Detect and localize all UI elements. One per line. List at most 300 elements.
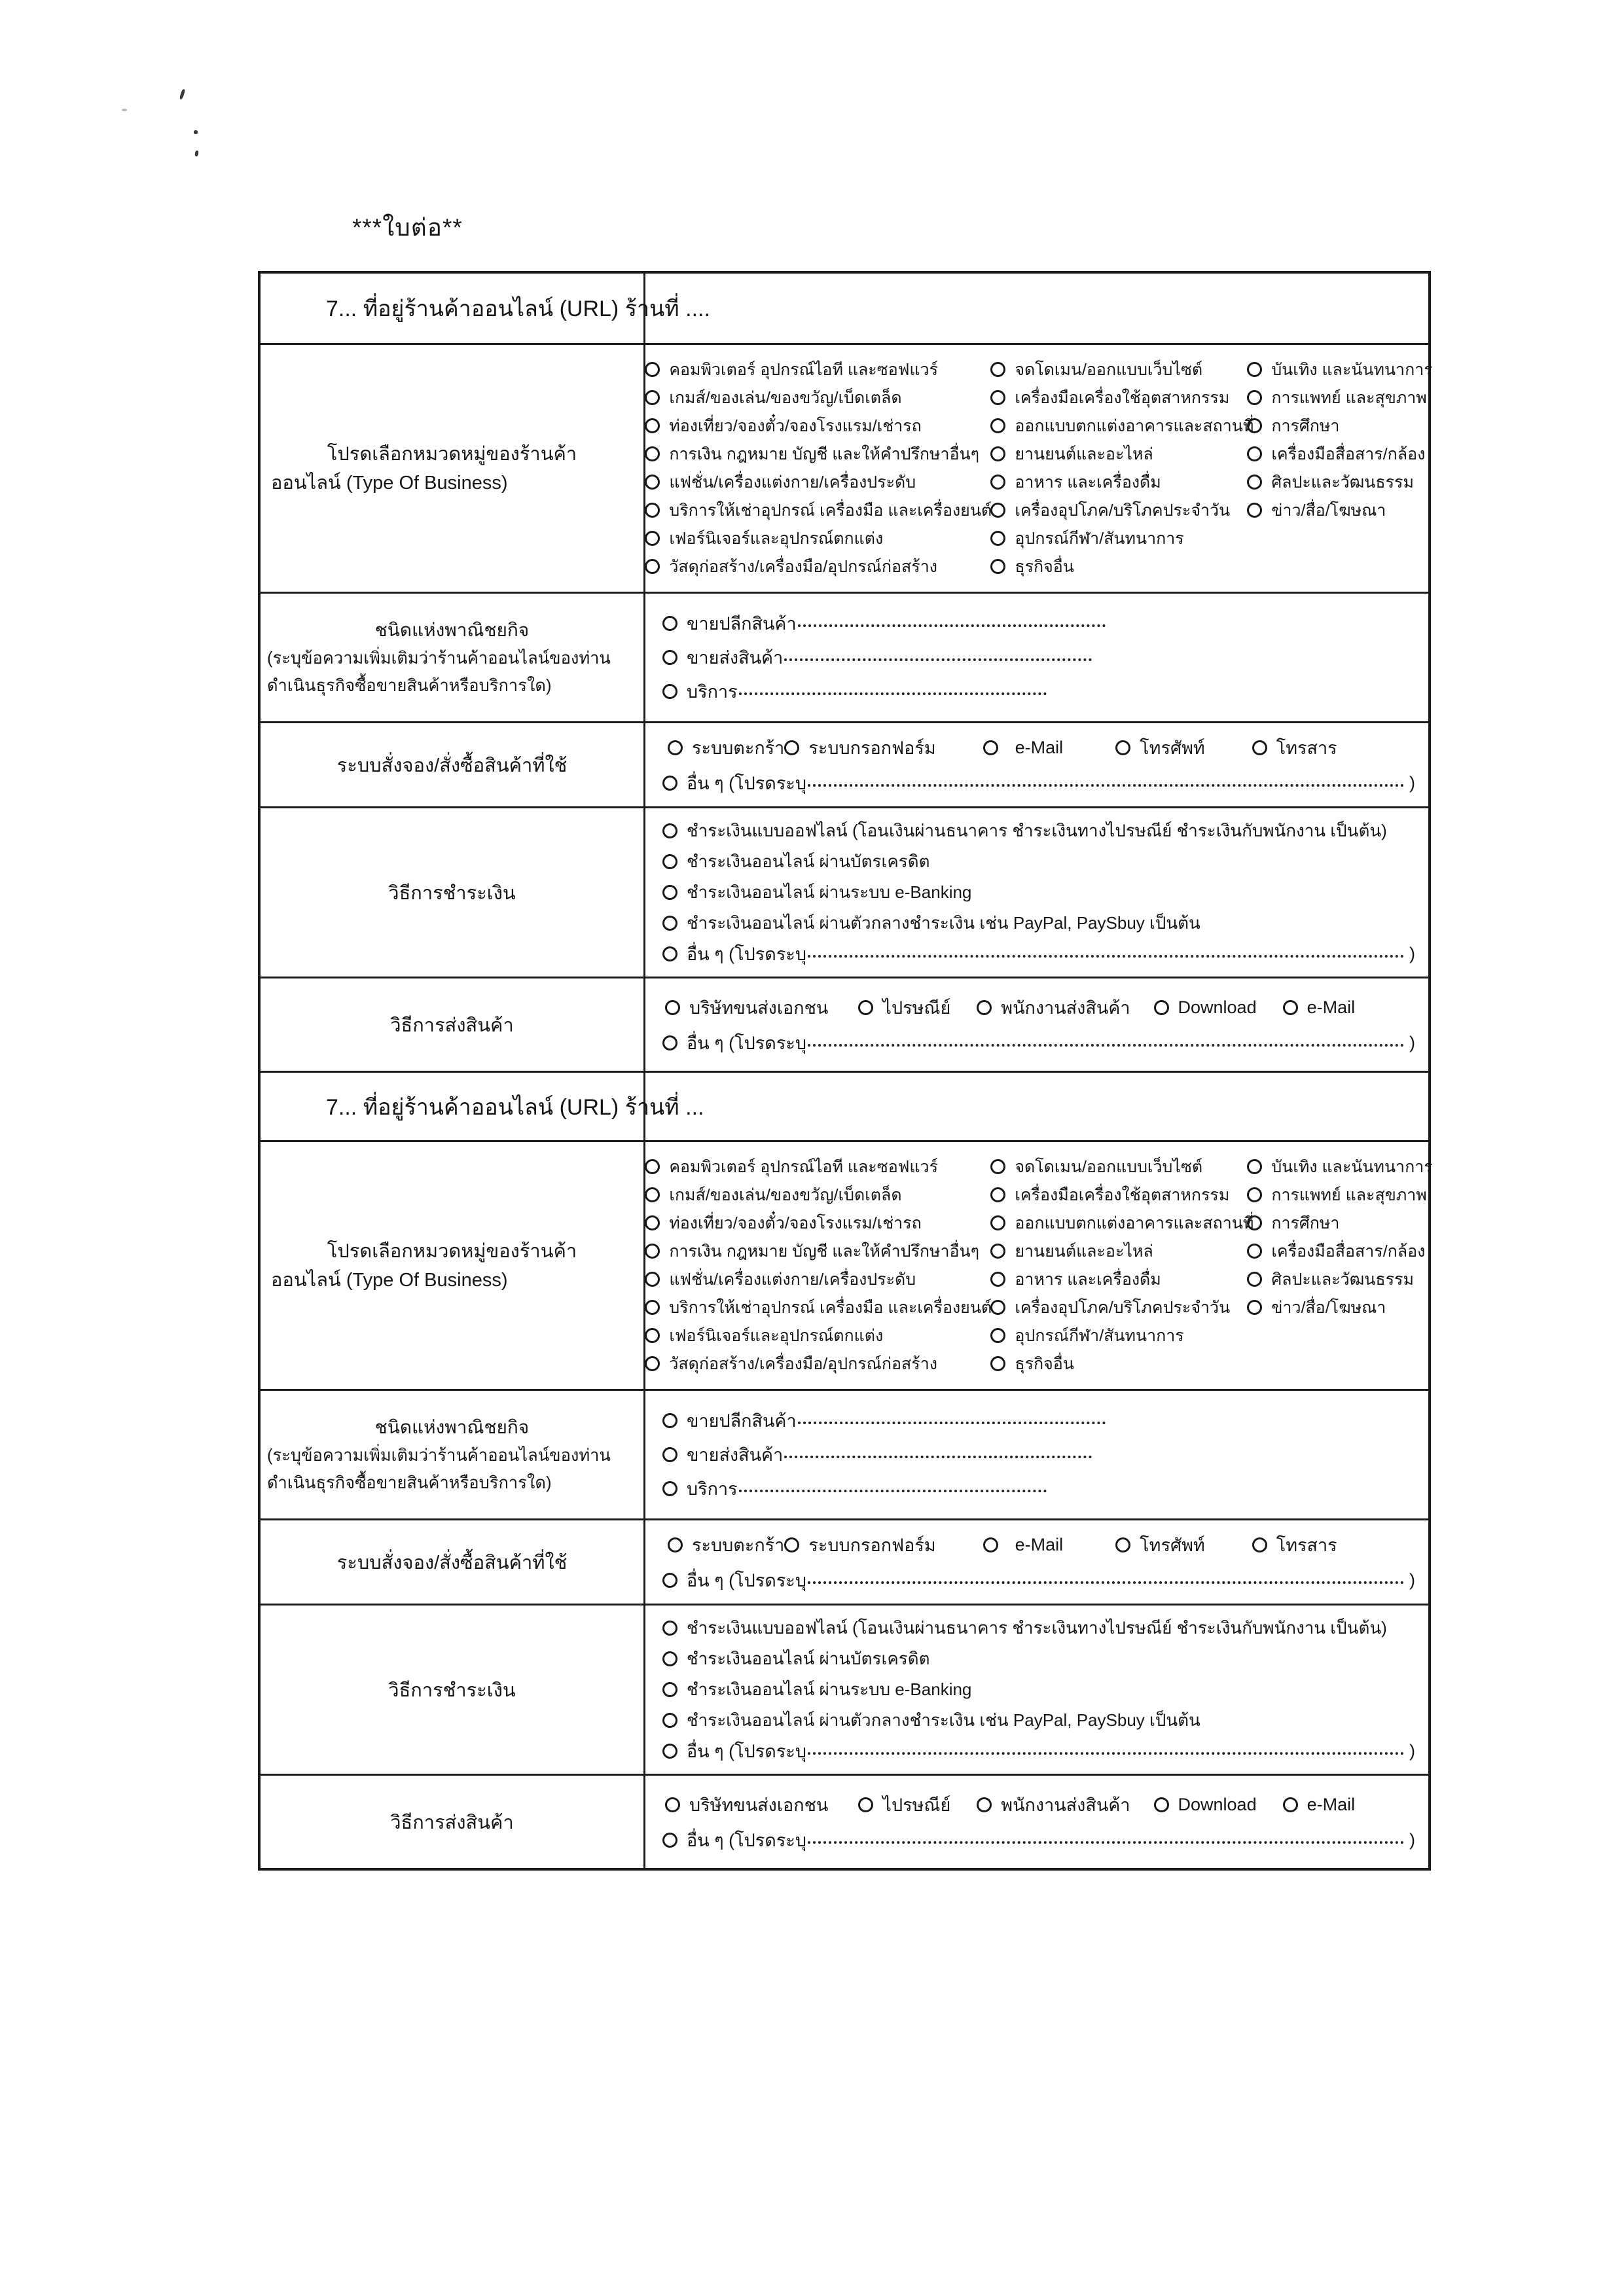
category-option-label: ศิลปะและวัฒนธรรม: [1271, 1270, 1414, 1289]
radio-icon: [983, 1537, 998, 1552]
other-option-label: อื่น ๆ (โปรดระบุ: [687, 1742, 806, 1761]
radio-icon: [990, 390, 1005, 405]
form-table: [258, 271, 1431, 1871]
category-option-label: บริการให้เช่าอุปกรณ์ เครื่องมือ และเครื่องยนต์: [669, 1298, 992, 1317]
radio-icon: [1115, 1537, 1130, 1552]
radio-icon: [990, 446, 1005, 461]
order-system-option-label: ระบบกรอกฟอร์ม: [808, 738, 936, 758]
category-option-label: คอมพิวเตอร์ อุปกรณ์ไอที และซอฟแวร์: [669, 1157, 938, 1176]
shipping-option-label: ไปรษณีย์: [882, 1795, 951, 1815]
order-system-option-label: โทรศัพท์: [1140, 738, 1205, 758]
category-option: [645, 1350, 990, 1378]
closing-paren: ): [1409, 1830, 1415, 1850]
row-order-system: [261, 721, 1428, 806]
radio-icon: [1247, 1159, 1262, 1174]
radio-icon: [1247, 418, 1262, 433]
radio-icon: [662, 1833, 677, 1848]
category-option-label: เกมส์/ของเล่น/ของขวัญ/เบ็ดเตล็ด: [669, 388, 902, 407]
category-option: [990, 1265, 1247, 1293]
category-option: [645, 1209, 990, 1237]
radio-icon: [668, 1537, 683, 1552]
radio-icon: [645, 1187, 660, 1202]
order-system-options-area: [645, 1520, 1428, 1604]
shipping-option: [1154, 1795, 1257, 1815]
category-option-label: เกมส์/ของเล่น/ของขวัญ/เบ็ดเตล็ด: [669, 1185, 902, 1204]
radio-icon: [662, 684, 677, 699]
category-option: [1247, 1265, 1432, 1293]
category-option: [645, 496, 990, 524]
category-option-label: ธุรกิจอื่น: [1015, 1354, 1074, 1373]
category-option: [1247, 440, 1432, 468]
category-option: [990, 1237, 1247, 1265]
category-option-label: เฟอร์นิเจอร์และอุปกรณ์ตกแต่ง: [669, 529, 884, 548]
category-column-1: [645, 355, 990, 581]
commerce-kind-options: [645, 1391, 1428, 1518]
category-option-label: ข่าว/สื่อ/โฆษณา: [1271, 1298, 1386, 1317]
order-system-option: [668, 734, 784, 762]
scan-artifact: [194, 151, 198, 157]
radio-icon: [645, 531, 660, 546]
radio-icon: [1154, 1797, 1169, 1812]
shipping-options: [662, 1787, 1415, 1823]
row-business-type: [261, 343, 1433, 592]
category-option-label: แฟชั่น/เครื่องแต่งกาย/เครื่องประดับ: [669, 473, 916, 492]
category-option-label: การแพทย์ และสุขภาพ: [1271, 388, 1427, 407]
category-option: [990, 1321, 1247, 1350]
category-option-label: เฟอร์นิเจอร์และอุปกรณ์ตกแต่ง: [669, 1326, 884, 1345]
category-option-label: อาหาร และเครื่องดื่ม: [1015, 1270, 1161, 1289]
commerce-kind-options: [645, 594, 1428, 721]
shipping-options-area: [645, 1776, 1428, 1868]
radio-icon: [662, 776, 677, 791]
radio-icon: [858, 1797, 873, 1812]
radio-icon: [662, 885, 677, 900]
commerce-kind-option: [662, 675, 1415, 709]
radio-icon: [645, 390, 660, 405]
radio-icon: [784, 1537, 799, 1552]
commerce-kind-label: [261, 1391, 645, 1518]
category-option-label: การเงิน กฎหมาย บัญชี และให้คำปรึกษาอื่นๆ: [669, 444, 980, 463]
category-option: [990, 1153, 1247, 1181]
closing-paren: ): [1409, 1570, 1415, 1590]
category-option-label: เครื่องอุปโภค/บริโภคประจำวัน: [1015, 501, 1231, 520]
order-system-label: ระบบสั่งจอง/สั่งซื้อสินค้าที่ใช้: [261, 723, 645, 806]
payment-options-area: [645, 1605, 1428, 1774]
shipping-option: [1283, 997, 1356, 1018]
category-option: [645, 1153, 990, 1181]
radio-icon: [662, 1573, 677, 1588]
shipping-option-label: บริษัทขนส่งเอกชน: [689, 1795, 829, 1815]
radio-icon: [665, 1000, 680, 1015]
commerce-kind-note-line1: (ระบุข้อความเพิ่มเติมว่าร้านค้าออนไลน์ของท่าน: [267, 1446, 611, 1465]
dotted-fill-line: [808, 944, 1404, 958]
category-option: [645, 355, 990, 384]
radio-icon: [645, 475, 660, 490]
row-url-address: [261, 1071, 1428, 1140]
url-answer-area: [645, 1073, 1428, 1140]
radio-icon: [858, 1000, 873, 1015]
category-option: [1247, 468, 1432, 496]
category-option-label: อาหาร และเครื่องดื่ม: [1015, 473, 1161, 492]
category-option: [1247, 1237, 1432, 1265]
category-option-label: วัสดุก่อสร้าง/เครื่องมือ/อุปกรณ์ก่อสร้าง: [669, 557, 937, 576]
category-option: [1247, 1209, 1432, 1237]
closing-paren: ): [1409, 1741, 1415, 1761]
order-system-label: ระบบสั่งจอง/สั่งซื้อสินค้าที่ใช้: [261, 1520, 645, 1604]
category-option: [645, 1293, 990, 1321]
radio-icon: [645, 1300, 660, 1315]
order-system-option: [784, 1531, 935, 1559]
business-type-label-line2: ออนไลน์ (Type Of Business): [271, 1269, 508, 1291]
commerce-kind-option-label: บริการ: [687, 682, 738, 702]
radio-icon: [662, 1682, 677, 1697]
radio-icon: [662, 854, 677, 869]
row-url-address: [261, 274, 1428, 343]
order-system-options: [662, 1527, 1415, 1564]
radio-icon: [1154, 1000, 1169, 1015]
category-column-3: [1247, 355, 1432, 524]
shipping-option: [858, 1791, 950, 1819]
radio-icon: [990, 503, 1005, 518]
radio-icon: [1115, 740, 1130, 755]
category-column-3: [1247, 1153, 1432, 1321]
other-option-label: อื่น ๆ (โปรดระบุ: [687, 1831, 806, 1850]
category-option-label: ธุรกิจอื่น: [1015, 557, 1074, 576]
radio-icon: [662, 823, 677, 838]
business-type-label: [261, 1142, 645, 1389]
radio-icon: [1283, 1000, 1298, 1015]
category-option-label: บริการให้เช่าอุปกรณ์ เครื่องมือ และเครื่องยนต์: [669, 501, 992, 520]
radio-icon: [1247, 503, 1262, 518]
category-option-label: อุปกรณ์กีฬา/สันทนาการ: [1015, 1326, 1184, 1345]
category-option: [645, 1181, 990, 1209]
radio-icon: [1252, 1537, 1267, 1552]
radio-icon: [977, 1000, 992, 1015]
order-system-option: [983, 738, 1064, 758]
other-option-label: อื่น ๆ (โปรดระบุ: [687, 774, 806, 793]
category-option-label: จดโดเมน/ออกแบบเว็บไซต์: [1015, 1157, 1203, 1176]
other-option-label: อื่น ๆ (โปรดระบุ: [687, 1571, 806, 1590]
commerce-kind-title: ชนิดแห่งพาณิชยกิจ: [374, 1416, 530, 1437]
category-option: [990, 412, 1254, 440]
category-option-label: การศึกษา: [1271, 416, 1340, 435]
category-option: [1247, 412, 1432, 440]
commerce-kind-option-label: บริการ: [687, 1479, 738, 1499]
commerce-kind-note-line1: (ระบุข้อความเพิ่มเติมว่าร้านค้าออนไลน์ของท่าน: [267, 649, 611, 668]
shipping-options: [662, 990, 1415, 1026]
other-option-label: อื่น ๆ (โปรดระบุ: [687, 1033, 806, 1053]
radio-icon: [1247, 1215, 1262, 1230]
business-category-grid: [645, 1142, 1433, 1389]
commerce-kind-option: [662, 607, 1415, 641]
category-option-label: เครื่องมือเครื่องใช้อุตสาหกรรม: [1015, 388, 1230, 407]
category-option-label: การแพทย์ และสุขภาพ: [1271, 1185, 1427, 1204]
radio-icon: [1247, 475, 1262, 490]
category-option: [1247, 384, 1432, 412]
commerce-kind-option: [662, 1404, 1415, 1438]
commerce-kind-option-label: ขายปลีกสินค้า: [687, 1411, 797, 1431]
radio-icon: [983, 740, 998, 755]
dotted-fill-line: [784, 1445, 1092, 1458]
shipping-option-label: พนักงานส่งสินค้า: [1001, 1795, 1130, 1815]
category-column-1: [645, 1153, 990, 1378]
radio-icon: [662, 1447, 677, 1462]
shipping-method-label: วิธีการส่งสินค้า: [261, 1776, 645, 1868]
dotted-fill-line: [739, 1479, 1047, 1492]
category-option-label: บันเทิง และนันทนาการ: [1271, 360, 1433, 379]
dotted-fill-line: [798, 614, 1106, 627]
closing-paren: ): [1409, 773, 1415, 793]
category-option-label: ออกแบบตกแต่งอาคารและสถานที่: [1015, 416, 1254, 435]
category-option-label: แฟชั่น/เครื่องแต่งกาย/เครื่องประดับ: [669, 1270, 916, 1289]
order-system-option: [1115, 734, 1205, 762]
radio-icon: [645, 362, 660, 377]
category-option: [645, 1321, 990, 1350]
scan-artifact: [122, 109, 127, 111]
url-row-label: 7... ที่อยู่ร้านค้าออนไลน์ (URL) ร้านที่ ....: [261, 274, 645, 343]
radio-icon: [645, 446, 660, 461]
category-option: [990, 1209, 1254, 1237]
commerce-kind-option: [662, 641, 1415, 675]
category-option: [990, 440, 1247, 468]
commerce-kind-note-line2: ดำเนินธุรกิจซื้อขายสินค้าหรือบริการใด): [267, 1473, 552, 1492]
order-system-option-label: ระบบตะกร้า: [692, 738, 785, 758]
category-option-label: วัสดุก่อสร้าง/เครื่องมือ/อุปกรณ์ก่อสร้าง: [669, 1354, 937, 1373]
order-system-option-label: โทรสาร: [1276, 1535, 1337, 1555]
business-category-grid: [645, 345, 1433, 592]
row-payment-method: [261, 1604, 1428, 1774]
payment-option: [662, 816, 1415, 846]
category-option: [990, 355, 1247, 384]
order-system-option: [668, 1531, 784, 1559]
dotted-fill-line: [798, 1411, 1106, 1424]
category-option-label: ท่องเที่ยว/จองตั๋ว/จองโรงแรม/เช่ารถ: [669, 416, 922, 435]
payment-option-label: ชำระเงินออนไลน์ ผ่านบัตรเครดิต: [687, 1649, 930, 1668]
category-option: [645, 412, 990, 440]
radio-icon: [990, 559, 1005, 574]
category-option: [645, 1237, 990, 1265]
dotted-fill-line: [808, 1742, 1404, 1755]
url-row-label: 7... ที่อยู่ร้านค้าออนไลน์ (URL) ร้านที่ ...: [261, 1073, 645, 1140]
other-option-line: [662, 1564, 1415, 1598]
radio-icon: [662, 916, 677, 931]
radio-icon: [1247, 1244, 1262, 1259]
shipping-option-label: e-Mail: [1307, 997, 1356, 1017]
radio-icon: [662, 946, 677, 961]
shipping-option-label: ไปรษณีย์: [882, 998, 951, 1018]
radio-icon: [662, 1481, 677, 1496]
url-answer-area: [645, 274, 1428, 343]
other-option-label: อื่น ๆ (โปรดระบุ: [687, 944, 806, 964]
scan-artifact: [179, 89, 186, 100]
category-option: [990, 468, 1247, 496]
category-option-label: ท่องเที่ยว/จองตั๋ว/จองโรงแรม/เช่ารถ: [669, 1213, 922, 1232]
payment-option: [662, 1674, 1415, 1705]
order-system-option: [1252, 734, 1337, 762]
category-option: [990, 1181, 1247, 1209]
category-option: [1247, 1181, 1432, 1209]
payment-option-label: ชำระเงินแบบออฟไลน์ (โอนเงินผ่านธนาคาร ชำระเงินทางไปรษณีย์ ชำระเงินกับพนักงาน เป็นต้น): [687, 1618, 1387, 1638]
radio-icon: [662, 1651, 677, 1666]
radio-icon: [645, 1272, 660, 1287]
continuation-sheet-mark: ***ใบต่อ**: [352, 214, 463, 241]
other-option-line: [662, 766, 1415, 800]
commerce-kind-option: [662, 1472, 1415, 1506]
commerce-kind-option-label: ขายส่งสินค้า: [687, 648, 784, 668]
category-option: [990, 524, 1247, 552]
category-option-label: เครื่องมือเครื่องใช้อุตสาหกรรม: [1015, 1185, 1230, 1204]
shipping-option-label: บริษัทขนส่งเอกชน: [689, 998, 829, 1018]
shipping-option-label: พนักงานส่งสินค้า: [1001, 998, 1130, 1018]
category-option-label: เครื่องมือสื่อสาร/กล้อง: [1271, 444, 1426, 463]
radio-icon: [645, 1328, 660, 1343]
radio-icon: [1247, 362, 1262, 377]
dotted-fill-line: [784, 648, 1092, 661]
shipping-option: [858, 994, 950, 1022]
radio-icon: [990, 1244, 1005, 1259]
category-option-label: ข่าว/สื่อ/โฆษณา: [1271, 501, 1386, 520]
other-option-line: [662, 1026, 1415, 1060]
order-system-option-label: e-Mail: [1015, 738, 1064, 757]
shipping-option: [977, 994, 1130, 1022]
order-system-option-label: ระบบกรอกฟอร์ม: [808, 1535, 936, 1555]
category-option-label: เครื่องมือสื่อสาร/กล้อง: [1271, 1242, 1426, 1261]
radio-icon: [662, 650, 677, 665]
row-commerce-kind: [261, 592, 1428, 721]
row-shipping-method: [261, 1774, 1428, 1868]
scan-artifact: [194, 130, 198, 134]
order-system-options: [662, 730, 1415, 766]
radio-icon: [990, 475, 1005, 490]
business-type-label: [261, 345, 645, 592]
payment-option-label: ชำระเงินออนไลน์ ผ่านระบบ e-Banking: [687, 1679, 972, 1699]
commerce-kind-option-label: ขายส่งสินค้า: [687, 1445, 784, 1465]
shipping-options-area: [645, 978, 1428, 1071]
payment-options: [662, 816, 1415, 939]
radio-icon: [1247, 1300, 1262, 1315]
dotted-fill-line: [808, 1831, 1404, 1844]
payment-options-area: [645, 808, 1428, 977]
radio-icon: [990, 1215, 1005, 1230]
order-system-option: [983, 1535, 1064, 1555]
commerce-kind-option: [662, 1438, 1415, 1472]
payment-options: [662, 1613, 1415, 1736]
shipping-option: [977, 1791, 1130, 1819]
category-option-label: ศิลปะและวัฒนธรรม: [1271, 473, 1414, 492]
business-type-label-line1: โปรดเลือกหมวดหมู่ของร้านค้า: [327, 443, 577, 465]
row-payment-method: [261, 806, 1428, 977]
radio-icon: [662, 1713, 677, 1728]
radio-icon: [990, 531, 1005, 546]
payment-option-label: ชำระเงินออนไลน์ ผ่านบัตรเครดิต: [687, 852, 930, 871]
category-option: [990, 496, 1247, 524]
order-system-options-area: [645, 723, 1428, 806]
category-option: [645, 468, 990, 496]
category-option: [990, 552, 1247, 581]
dotted-fill-line: [808, 1033, 1404, 1047]
order-system-option-label: โทรสาร: [1276, 738, 1337, 758]
order-system-option-label: โทรศัพท์: [1140, 1535, 1205, 1555]
radio-icon: [645, 1356, 660, 1371]
category-option-label: คอมพิวเตอร์ อุปกรณ์ไอที และซอฟแวร์: [669, 360, 938, 379]
radio-icon: [990, 362, 1005, 377]
category-option: [990, 1350, 1247, 1378]
dotted-fill-line: [808, 774, 1404, 787]
radio-icon: [1247, 1187, 1262, 1202]
business-type-label-line2: ออนไลน์ (Type Of Business): [271, 472, 508, 493]
category-option-label: การเงิน กฎหมาย บัญชี และให้คำปรึกษาอื่นๆ: [669, 1242, 980, 1261]
payment-option-label: ชำระเงินออนไลน์ ผ่านระบบ e-Banking: [687, 882, 972, 902]
radio-icon: [645, 1159, 660, 1174]
shipping-option: [1283, 1795, 1356, 1815]
payment-option: [662, 1705, 1415, 1736]
payment-option: [662, 1643, 1415, 1674]
radio-icon: [1247, 390, 1262, 405]
category-option: [645, 440, 990, 468]
row-order-system: [261, 1518, 1428, 1604]
radio-icon: [662, 1744, 677, 1759]
radio-icon: [784, 740, 799, 755]
radio-icon: [645, 503, 660, 518]
radio-icon: [990, 1356, 1005, 1371]
category-option-label: จดโดเมน/ออกแบบเว็บไซต์: [1015, 360, 1203, 379]
order-system-option: [1252, 1531, 1337, 1559]
radio-icon: [665, 1797, 680, 1812]
radio-icon: [990, 1328, 1005, 1343]
order-system-option: [784, 734, 935, 762]
radio-icon: [662, 1035, 677, 1050]
radio-icon: [645, 1215, 660, 1230]
radio-icon: [1283, 1797, 1298, 1812]
category-option: [645, 1265, 990, 1293]
category-option-label: ยานยนต์และอะไหล่: [1015, 444, 1153, 463]
order-system-option-label: ระบบตะกร้า: [692, 1535, 785, 1555]
category-column-2: [990, 355, 1254, 581]
row-shipping-method: [261, 977, 1428, 1071]
category-option-label: ยานยนต์และอะไหล่: [1015, 1242, 1153, 1261]
category-column-2: [990, 1153, 1254, 1378]
radio-icon: [645, 418, 660, 433]
dotted-fill-line: [739, 682, 1047, 695]
payment-option: [662, 1613, 1415, 1643]
category-option: [1247, 496, 1432, 524]
category-option-label: ออกแบบตกแต่งอาคารและสถานที่: [1015, 1213, 1254, 1232]
category-option: [645, 384, 990, 412]
category-option: [990, 384, 1247, 412]
payment-option-label: ชำระเงินแบบออฟไลน์ (โอนเงินผ่านธนาคาร ชำระเงินทางไปรษณีย์ ชำระเงินกับพนักงาน เป็นต้น): [687, 821, 1387, 840]
category-option: [1247, 355, 1432, 384]
category-option-label: บันเทิง และนันทนาการ: [1271, 1157, 1433, 1176]
payment-option-label: ชำระเงินออนไลน์ ผ่านตัวกลางชำระเงิน เช่น PayPal, PaySbuy เป็นต้น: [687, 1710, 1200, 1730]
radio-icon: [668, 740, 683, 755]
shipping-option-label: Download: [1178, 1795, 1257, 1814]
radio-icon: [990, 418, 1005, 433]
radio-icon: [662, 616, 677, 631]
shipping-option: [665, 994, 828, 1022]
business-type-label-line1: โปรดเลือกหมวดหมู่ของร้านค้า: [327, 1240, 577, 1262]
commerce-kind-note-line2: ดำเนินธุรกิจซื้อขายสินค้าหรือบริการใด): [267, 676, 552, 695]
commerce-kind-option-label: ขายปลีกสินค้า: [687, 614, 797, 634]
category-option: [645, 552, 990, 581]
other-option-line: [662, 939, 1415, 969]
radio-icon: [990, 1159, 1005, 1174]
radio-icon: [645, 559, 660, 574]
shipping-option: [665, 1791, 828, 1819]
radio-icon: [977, 1797, 992, 1812]
payment-option: [662, 846, 1415, 877]
radio-icon: [990, 1272, 1005, 1287]
dotted-fill-line: [808, 1571, 1404, 1584]
